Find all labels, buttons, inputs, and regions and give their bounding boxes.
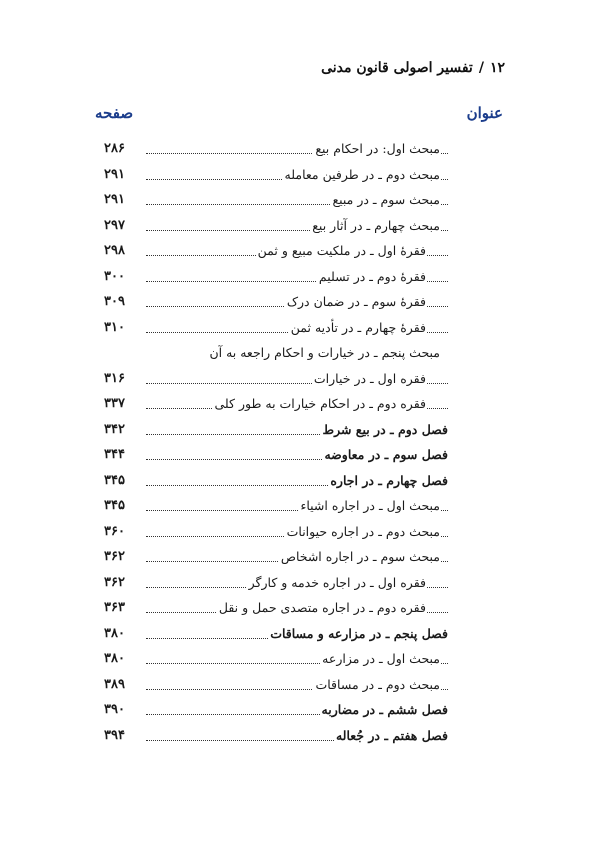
toc-row <box>104 699 448 725</box>
toc-row <box>104 342 448 368</box>
toc-entry-page: ۳۴۵ <box>104 472 125 488</box>
toc-entry-page: ۳۱۶ <box>104 370 125 386</box>
toc-entry-title: مبحث دوم ـ در طرفین معامله <box>283 164 440 186</box>
toc-entry-title: مبحث چهارم ـ در آثار بیع <box>310 215 440 237</box>
toc-entry-title: فقره دوم ـ در اجاره متصدی حمل و نقل <box>217 597 426 619</box>
toc-entry-page: ۳۹۴ <box>104 727 125 743</box>
toc-row <box>104 597 448 623</box>
toc-row <box>104 546 448 572</box>
toc-row <box>104 470 448 496</box>
toc-entry-page: ۲۹۸ <box>104 243 125 258</box>
toc-row <box>104 138 448 164</box>
toc-row <box>104 495 448 521</box>
toc-row <box>104 368 448 394</box>
toc-entry-title: فصل چهارم ـ در اجاره <box>328 470 448 492</box>
toc-entry-page: ۳۹۰ <box>104 702 125 717</box>
toc-entry-title: فقرهٔ چهارم ـ در تأدیه ثمن <box>289 317 426 339</box>
toc-row <box>104 674 448 700</box>
toc-entry-page: ۳۰۰ <box>104 268 125 284</box>
toc-entry-page: ۳۶۳ <box>104 600 125 615</box>
toc-entry-page: ۲۹۱ <box>104 166 125 182</box>
toc-entry-page: ۳۰۹ <box>104 294 125 309</box>
toc-row <box>104 240 448 266</box>
toc-entry-title: فصل پنجم ـ در مزارعه و مساقات <box>268 623 448 645</box>
toc-row <box>104 393 448 419</box>
toc-row <box>104 648 448 674</box>
toc-entry-title: مبحث اول ـ در اجاره اشیاء <box>298 495 440 517</box>
toc-entry-page: ۳۳۷ <box>104 396 125 411</box>
toc-entry-title: فقرهٔ اول ـ در ملکیت مبیع و ثمن <box>256 240 426 262</box>
toc-row <box>104 164 448 190</box>
toc-entry-page: ۳۶۲ <box>104 574 125 590</box>
toc-entry-page: ۳۶۲ <box>104 549 125 564</box>
header-page-number: ۱۲ <box>489 60 505 76</box>
toc-entry-title: فصل هفتم ـ در جُعاله <box>334 725 448 747</box>
toc-entry-page: ۲۹۱ <box>104 192 125 207</box>
toc-row <box>104 521 448 547</box>
toc-entry-title: فقره دوم ـ در احکام خیارات به طور کلی <box>212 393 426 415</box>
toc-entry-page: ۲۹۷ <box>104 217 125 233</box>
toc-entry-page: ۳۸۰ <box>104 625 125 641</box>
toc-entry-page: ۳۸۰ <box>104 651 125 666</box>
toc-entry-title: فقرهٔ دوم ـ در تسلیم <box>317 266 426 288</box>
table-of-contents <box>104 138 448 750</box>
toc-row <box>104 572 448 598</box>
toc-row <box>104 419 448 445</box>
toc-row <box>104 725 448 751</box>
toc-entry-title: مبحث سوم ـ در مبیع <box>330 189 440 211</box>
header-separator: / <box>478 60 484 76</box>
toc-row <box>104 189 448 215</box>
running-header <box>95 60 505 76</box>
toc-row <box>104 317 448 343</box>
toc-column-headings <box>95 104 505 126</box>
title-column-heading: عنوان <box>466 104 503 122</box>
toc-row <box>104 215 448 241</box>
toc-entry-title: مبحث دوم ـ در مساقات <box>313 674 440 696</box>
toc-entry-title: مبحث دوم ـ در اجاره حیوانات <box>285 521 440 543</box>
toc-entry-page: ۳۴۲ <box>104 421 125 437</box>
toc-entry-page: ۲۸۶ <box>104 141 125 156</box>
toc-entry-title: فقرهٔ سوم ـ در ضمان درک <box>285 291 426 313</box>
toc-entry-title: فصل سوم ـ در معاوضه <box>322 444 448 466</box>
page-column-heading: صفحه <box>95 104 134 122</box>
toc-row <box>104 623 448 649</box>
toc-entry-title: فصل دوم ـ در بیع شرط <box>321 419 448 441</box>
toc-entry-title: مبحث اول ـ در مزارعه <box>320 648 440 670</box>
toc-entry-page: ۳۴۴ <box>104 447 125 462</box>
toc-entry-title: فقره اول ـ در اجاره خدمه و کارگر <box>247 572 426 594</box>
toc-row <box>104 444 448 470</box>
toc-entry-title: مبحث پنجم ـ در خیارات و احکام راجعه به آن <box>207 342 440 364</box>
toc-row <box>104 266 448 292</box>
toc-entry-title: فقره اول ـ در خیارات <box>312 368 426 390</box>
toc-entry-page: ۳۸۹ <box>104 676 125 692</box>
toc-entry-page: ۳۴۵ <box>104 498 125 513</box>
toc-row <box>104 291 448 317</box>
toc-entry-title: فصل ششم ـ در مضاربه <box>320 699 448 721</box>
toc-entry-title: مبحث سوم ـ در اجاره اشخاص <box>279 546 440 568</box>
toc-entry-title: مبحث اول: در احکام بیع <box>313 138 440 160</box>
header-book-title: تفسیر اصولی قانون مدنی <box>321 60 473 76</box>
toc-entry-page: ۳۶۰ <box>104 523 125 539</box>
toc-entry-page: ۳۱۰ <box>104 319 125 335</box>
